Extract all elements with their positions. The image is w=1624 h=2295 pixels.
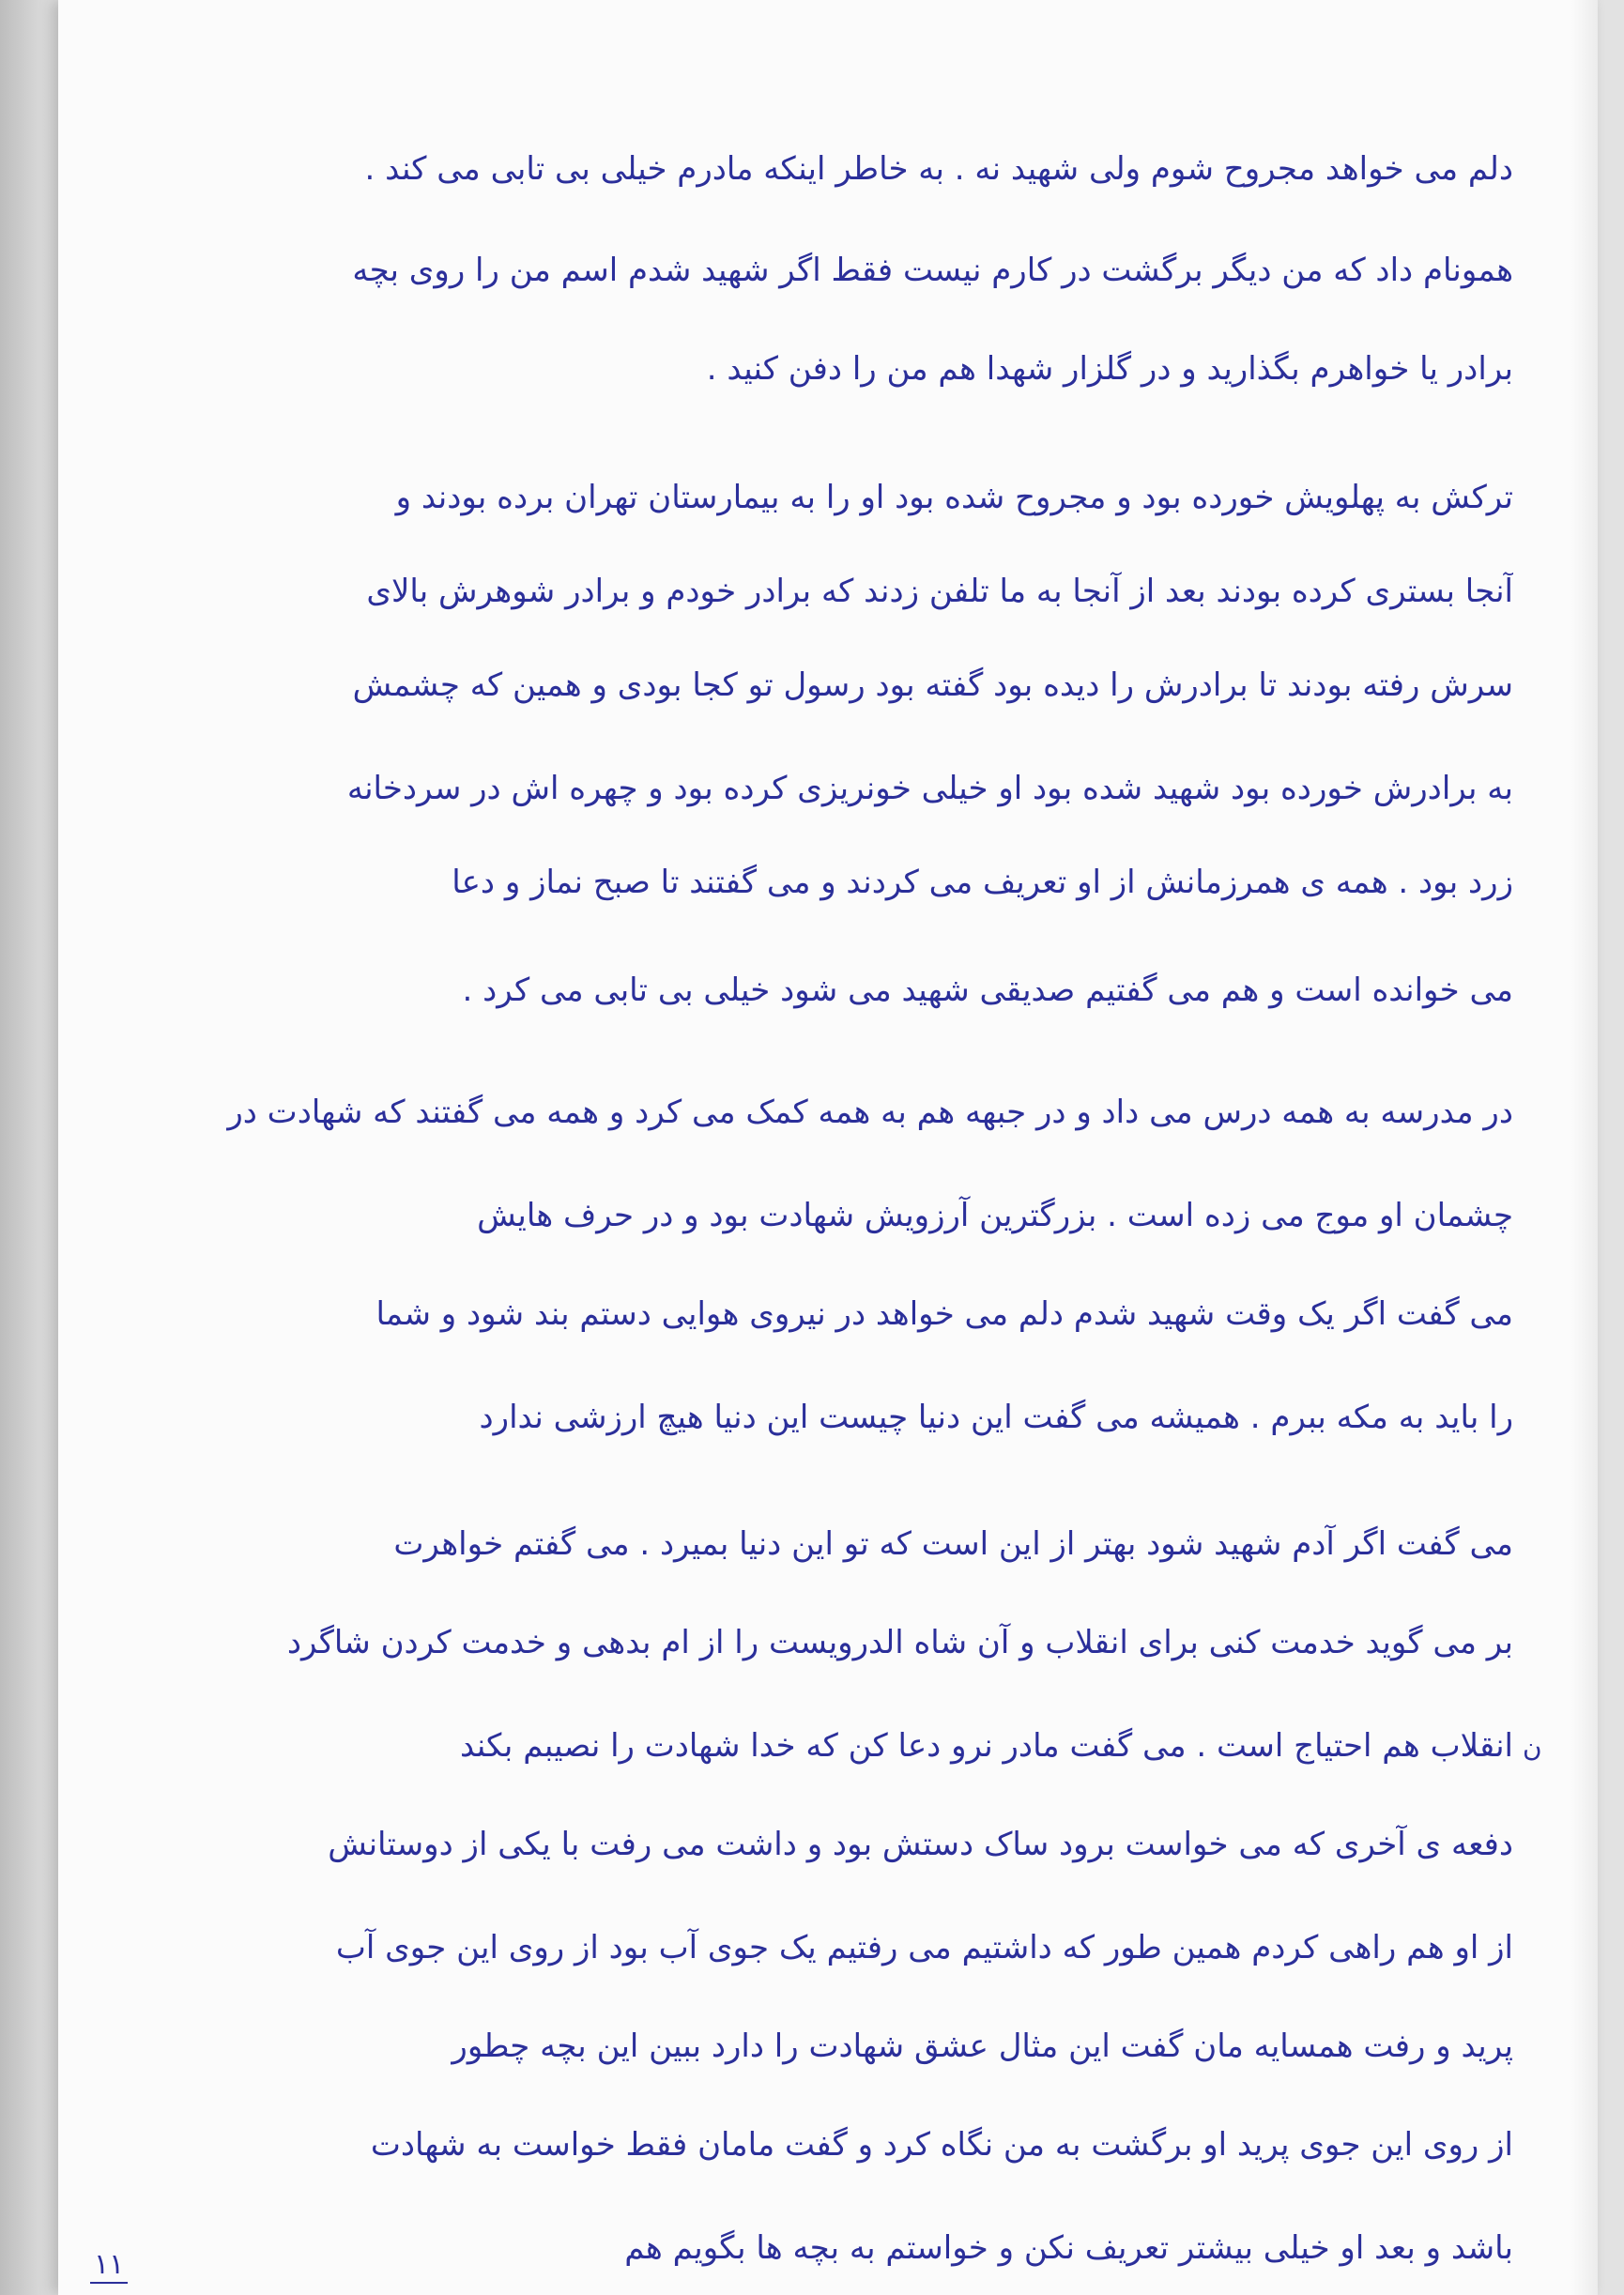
text-line: باشد و بعد او خیلی بیشتر تعریف نکن و خواستم به بچه ها بگویم هم	[624, 2229, 1513, 2267]
text-line: سرش رفته بودند تا برادرش را دیده بود گفته بود رسول تو کجا بودی و همین که چشمش	[352, 666, 1513, 704]
text-line: زرد بود . همه ی همرزمانش از او تعریف می کردند و می گفتند تا صبح نماز و دعا	[452, 864, 1513, 901]
text-line: بر می گوید خدمت کنی برای انقلاب و آن شاه الدرویست را از ام بدهی و خدمت کردن شاگرد	[286, 1624, 1513, 1661]
text-line: دفعه ی آخری که می خواست برود ساک دستش بود و داشت می رفت با یکی از دوستانش	[328, 1826, 1513, 1863]
text-line: چشمان او موج می زده است . بزرگترین آرزویش شهادت بود و در حرف هایش	[477, 1197, 1513, 1234]
text-line: از او هم راهی کردم همین طور که داشتیم می رفتیم یک جوی آب بود از روی این جوی آب	[335, 1929, 1513, 1966]
text-line: برادر یا خواهرم بگذارید و در گلزار شهدا هم من را دفن کنید .	[706, 350, 1513, 388]
text-line: دلم می خواهد مجروح شوم ولی شهید نه . به خاطر اینکه مادرم خیلی بی تابی می کند .	[364, 150, 1513, 188]
text-line: را باید به مکه ببرم . همیشه می گفت این دنیا چیست این دنیا هیچ ارزشی ندارد	[479, 1399, 1513, 1436]
handwritten-page	[58, 0, 1598, 2295]
text-line: آنجا بستری کرده بودند بعد از آنجا به ما تلفن زدند که برادر خودم و برادر شوهرش بالای	[366, 573, 1513, 610]
text-line: می گفت اگر آدم شهید شود بهتر از این است که تو این دنیا بمیرد . می گفتم خواهرت	[393, 1525, 1513, 1563]
text-line: پرید و رفت همسایه مان گفت این مثال عشق شهادت را دارد ببین این بچه چطور	[452, 2027, 1513, 2065]
text-line: همونام داد که من دیگر برگشت در کارم نیست فقط اگر شهید شدم اسم من را روی بچه	[352, 252, 1513, 289]
margin-note: ن	[1523, 1732, 1542, 1763]
text-line: می گفت اگر یک وقت شهید شدم دلم می خواهد در نیروی هوایی دستم بند شود و شما	[375, 1295, 1513, 1333]
text-line: در مدرسه به همه درس می داد و در جبهه هم به همه کمک می کرد و همه می گفتند که شهادت در	[227, 1094, 1513, 1131]
text-line: انقلاب هم احتیاج است . می گفت مادر نرو دعا کن که خدا شهادت را نصیبم بکند	[460, 1727, 1513, 1765]
text-lines	[58, 0, 1598, 2295]
page-number: ۱۱	[90, 2248, 128, 2284]
text-line: ترکش به پهلویش خورده بود و مجروح شده بود او را به بیمارستان تهران برده بودند و	[395, 479, 1513, 516]
text-line: از روی این جوی پرید او برگشت به من نگاه کرد و گفت مامان فقط خواست به شهادت	[370, 2126, 1513, 2164]
text-line: به برادرش خورده بود شهید شده بود او خیلی خونریزی کرده بود و چهره اش در سردخانه	[346, 770, 1513, 807]
text-line: می خوانده است و هم می گفتیم صدیقی شهید می شود خیلی بی تابی می کرد .	[462, 972, 1513, 1009]
